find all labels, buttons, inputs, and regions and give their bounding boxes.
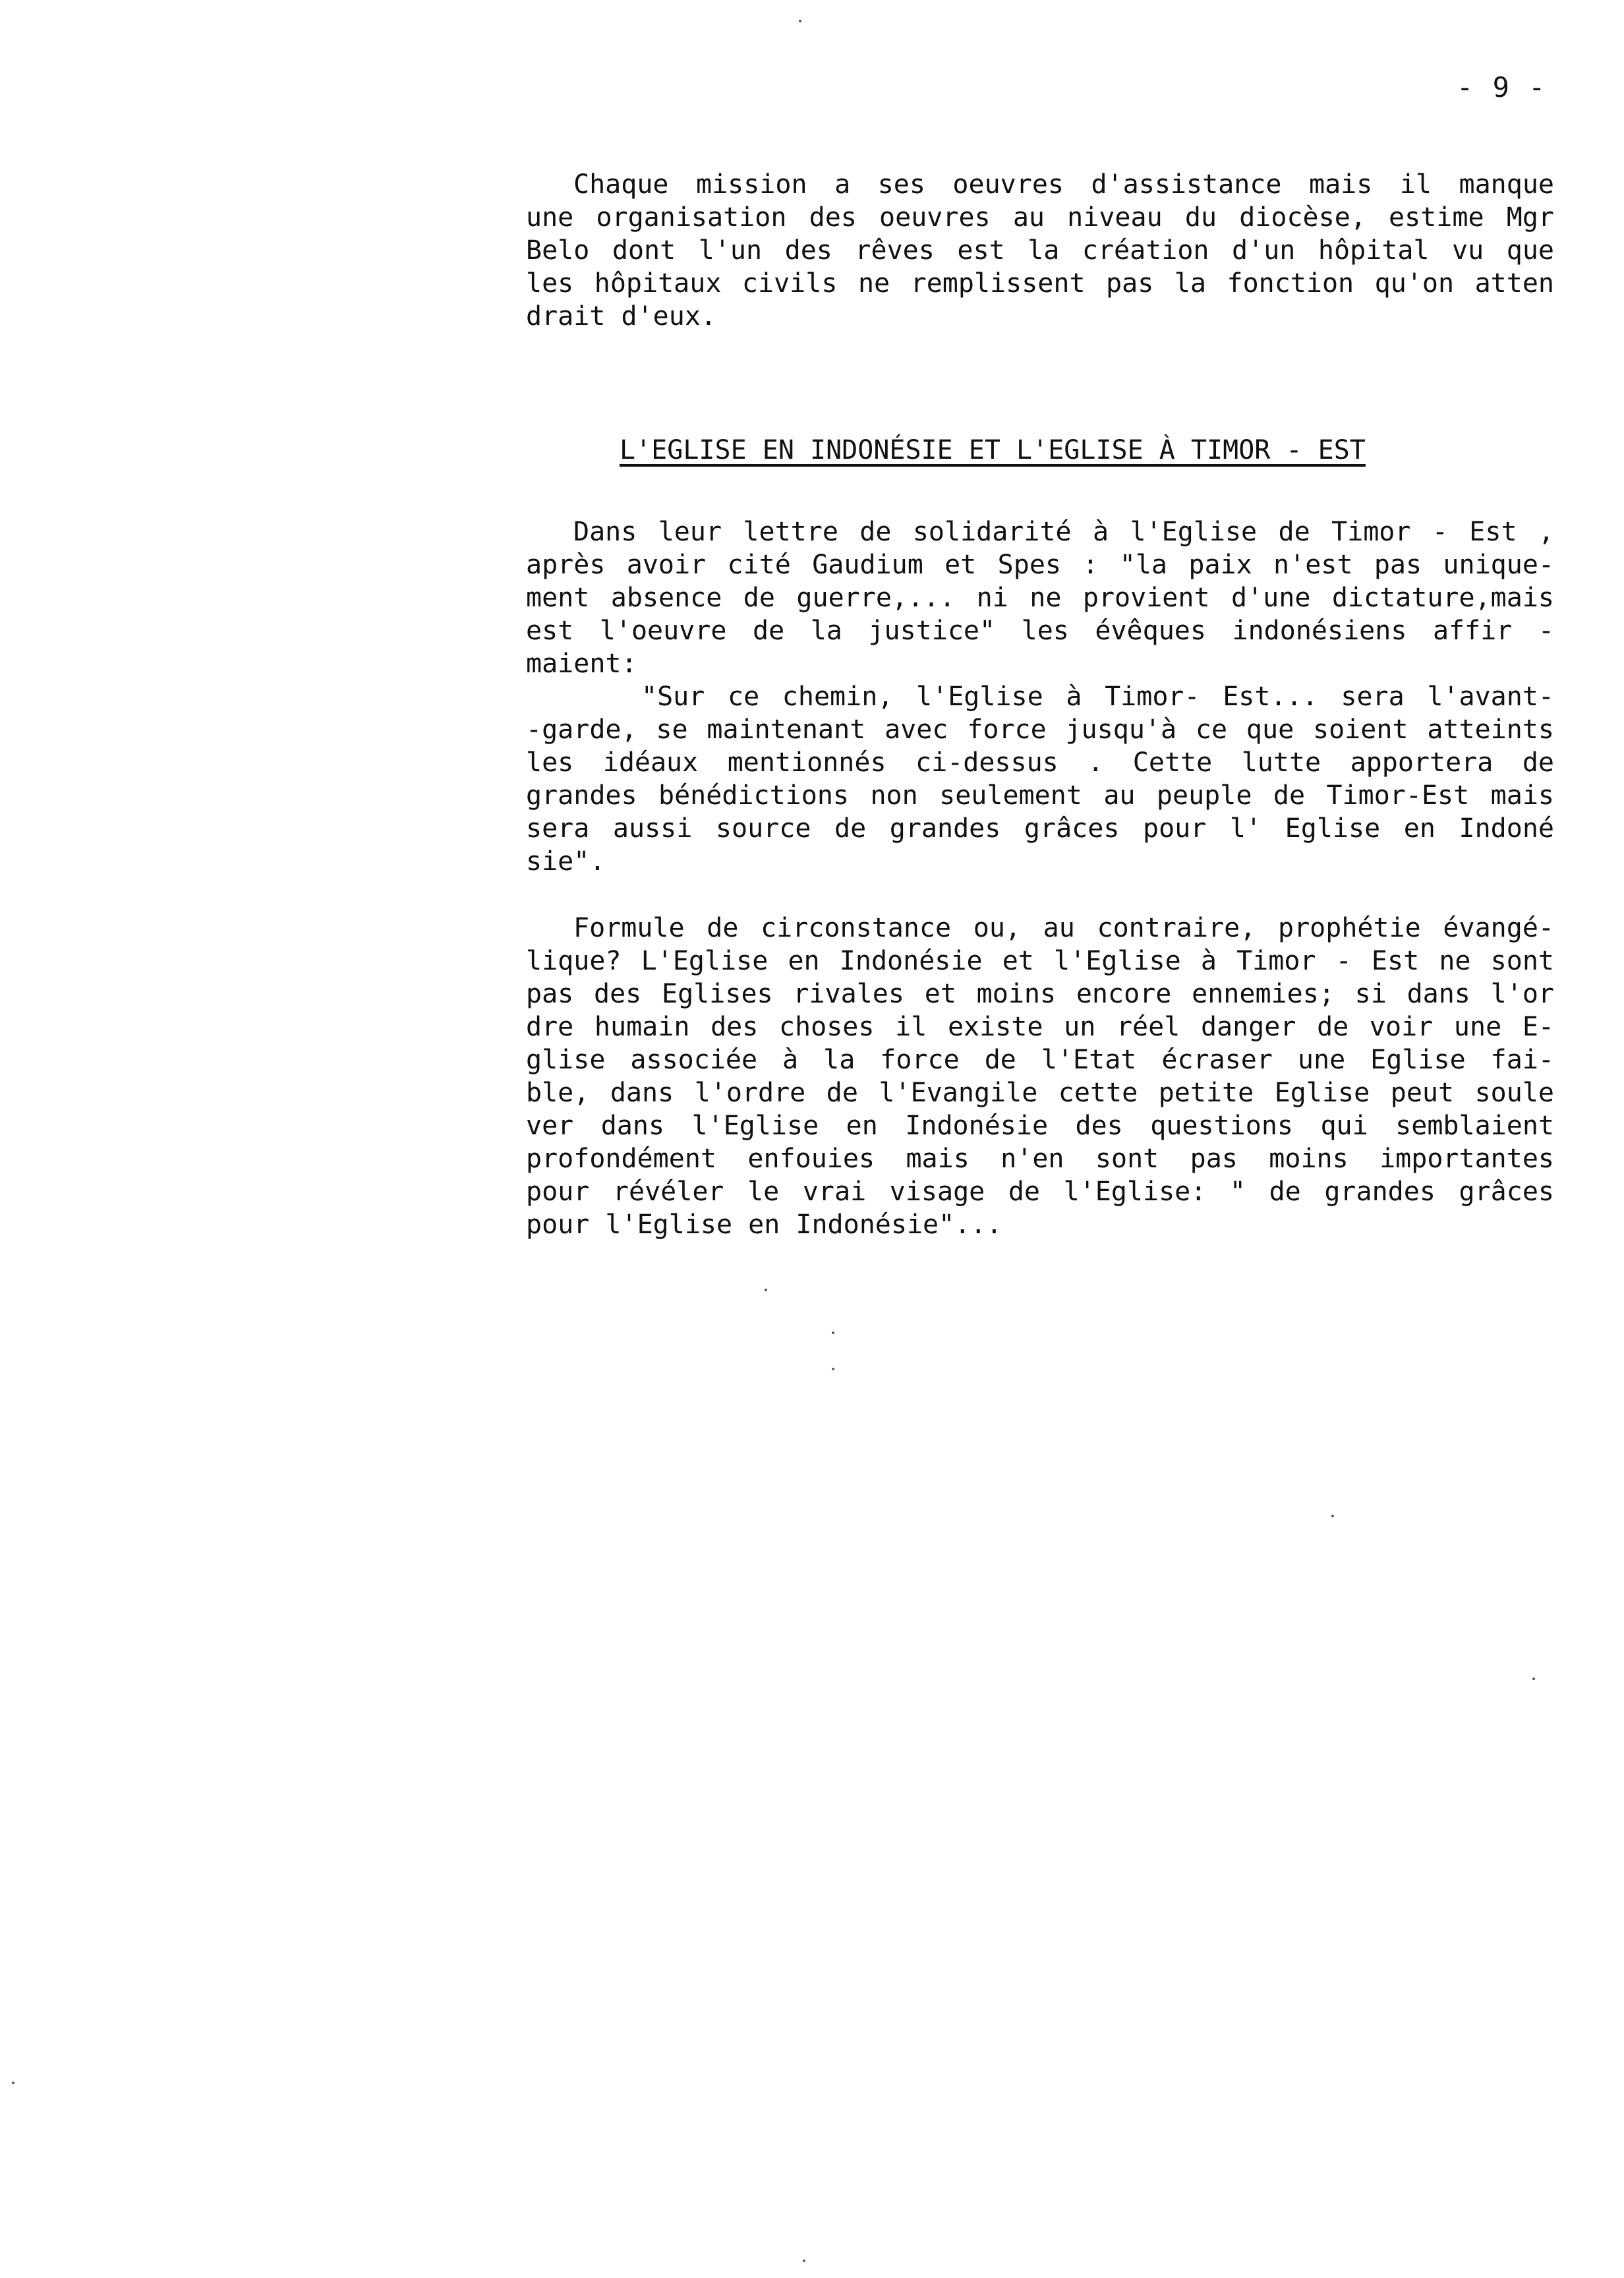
text-line: est l'oeuvre de la justice" les évêques indonésiens affir - bbox=[526, 616, 1554, 646]
text-line: après avoir cité Gaudium et Spes : "la paix n'est pas unique- bbox=[526, 550, 1554, 580]
text-line: lique? L'Eglise en Indonésie et l'Eglise à Timor - Est ne sont bbox=[526, 946, 1554, 976]
text-line: Belo dont l'un des rêves est la création d'un hôpital vu que bbox=[526, 235, 1554, 266]
text-line: les idéaux mentionnés ci-dessus . Cette lutte apportera de bbox=[526, 747, 1554, 778]
paragraph-prophecy bbox=[526, 912, 1554, 1241]
text-line: Chaque mission a ses oeuvres d'assistance mais il manque bbox=[573, 169, 1554, 200]
scan-speck bbox=[12, 2082, 14, 2084]
text-line: les hôpitaux civils ne remplissent pas la fonction qu'on atten bbox=[526, 268, 1554, 299]
text-line: "Sur ce chemin, l'Eglise à Timor- Est... sera l'avant- bbox=[641, 682, 1554, 712]
paragraph-solidarity-letter bbox=[526, 515, 1554, 680]
scan-speck bbox=[803, 2260, 805, 2262]
text-line: drait d'eux. bbox=[526, 301, 716, 332]
text-line: Dans leur lettre de solidarité à l'Eglise de Timor - Est , bbox=[573, 517, 1554, 547]
scan-speck bbox=[832, 1331, 834, 1334]
text-line: ment absence de guerre,... ni ne provient d'une dictature,mais bbox=[526, 583, 1554, 613]
text-line: maient: bbox=[526, 649, 637, 679]
text-line: une organisation des oeuvres au niveau du diocèse, estime Mgr bbox=[526, 202, 1554, 233]
scan-speck bbox=[799, 20, 801, 22]
text-line: grandes bénédictions non seulement au peuple de Timor-Est mais bbox=[526, 780, 1554, 811]
scan-speck bbox=[765, 1289, 767, 1291]
scan-speck bbox=[832, 1368, 834, 1370]
scan-speck bbox=[1331, 1515, 1334, 1517]
section-heading: L'EGLISE EN INDONÉSIE ET L'EGLISE À TIMOR - EST bbox=[620, 435, 1366, 465]
quotation-bishops bbox=[526, 680, 1554, 878]
text-line: dre humain des choses il existe un réel danger de voir une E- bbox=[526, 1012, 1554, 1042]
text-line: sera aussi source de grandes grâces pour l' Eglise en Indoné bbox=[526, 813, 1554, 844]
text-line: ble, dans l'ordre de l'Evangile cette petite Eglise peut soule bbox=[526, 1078, 1554, 1108]
text-line: Formule de circonstance ou, au contraire, prophétie évangé- bbox=[573, 913, 1554, 943]
text-line: pour révéler le vrai visage de l'Eglise: " de grandes grâces bbox=[526, 1177, 1554, 1207]
page-number: - 9 - bbox=[1457, 71, 1547, 103]
text-line: pour l'Eglise en Indonésie"... bbox=[526, 1210, 1002, 1240]
text-line: profondément enfouies mais n'en sont pas moins importantes bbox=[526, 1144, 1554, 1174]
paragraph-assistance bbox=[526, 168, 1554, 333]
text-line: -garde, se maintenant avec force jusqu'à ce que soient atteints bbox=[526, 715, 1554, 745]
scan-speck bbox=[1532, 1678, 1535, 1680]
text-line: pas des Eglises rivales et moins encore ennemies; si dans l'or bbox=[526, 979, 1554, 1009]
text-line: glise associée à la force de l'Etat écraser une Eglise fai- bbox=[526, 1045, 1554, 1075]
text-line: ver dans l'Eglise en Indonésie des questions qui semblaient bbox=[526, 1111, 1554, 1141]
text-line: sie". bbox=[526, 846, 606, 877]
